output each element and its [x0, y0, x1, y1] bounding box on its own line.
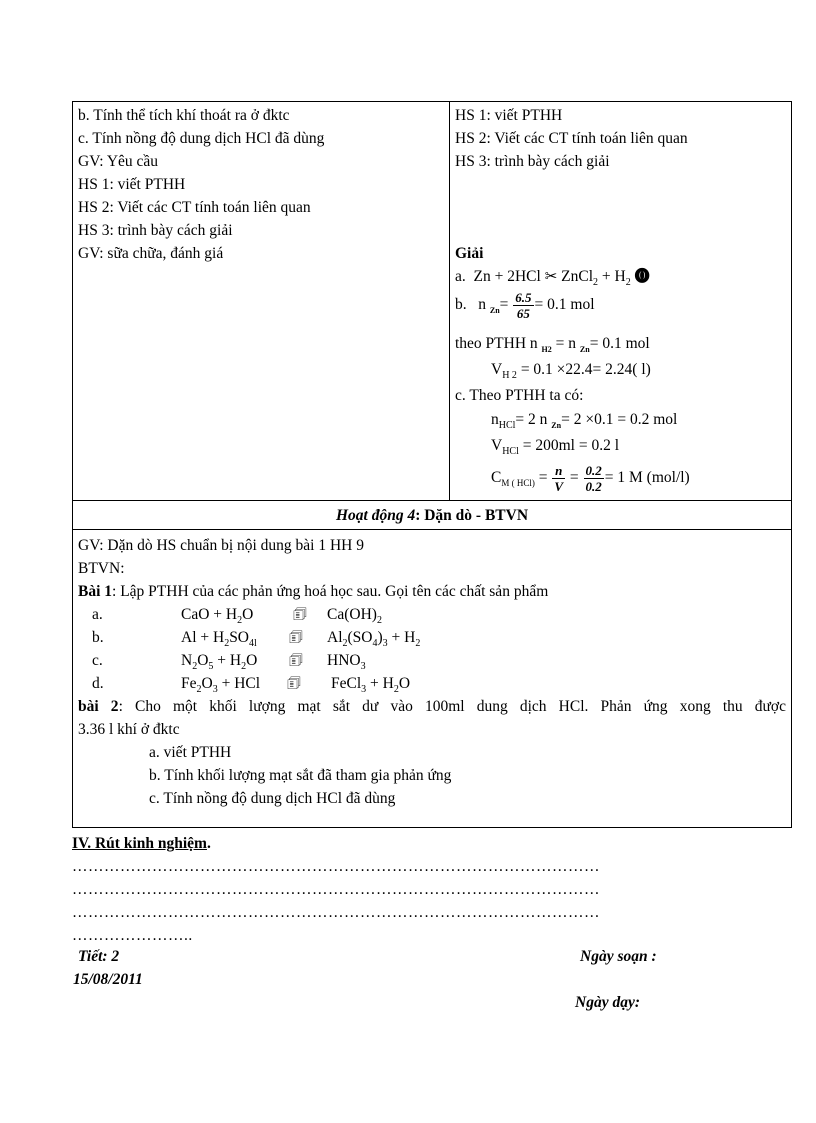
reaction-b-right-text: Al [327, 629, 343, 646]
solution-b-label: b. [455, 296, 467, 313]
dotted-line-1: ……………………………………………………………………………………… [72, 858, 600, 875]
reaction-c-right-sub: 3 [360, 661, 366, 672]
bai1-text: : Lập PTHH của các phản ứng hoá học sau. Gọi tên các chất sản phẩm [112, 583, 549, 600]
v-result: = 0.1 ×22.4= 2.24( l) [520, 361, 651, 378]
activity-title-rest: : Dặn dò - BTVN [415, 507, 529, 524]
reaction-c-right [327, 649, 366, 672]
vhcl-sub: HCl [502, 446, 519, 457]
homework-btvn: BTVN: [78, 560, 125, 577]
scissors-icon: ✂ [544, 267, 558, 285]
note-icon-b: 🗊 [289, 628, 303, 646]
footer-date: 15/08/2011 [73, 971, 143, 988]
right-line-2: HS 2: Viết các CT tính toán liên quan [455, 130, 688, 147]
theo-sub-h2: H2 [541, 345, 552, 354]
reaction-b-right-end3: + H [387, 629, 416, 646]
left-line-4: HS 1: viết PTHH [78, 176, 186, 193]
activity-title [73, 504, 791, 527]
reaction-b-right-sub4: 2 [415, 638, 421, 649]
reaction-b-right-sub3: 3 [382, 638, 388, 649]
cm-num1: n [552, 463, 565, 479]
section-title: IV. Rút kinh nghiệm [72, 835, 207, 852]
bai2-text1: : Cho một khối lượng mạt sắt dư vào 100ml dung dịch HCl. Phản ứng xong thu được [118, 698, 786, 715]
v-sub: H 2 [502, 370, 517, 381]
left-line-3: GV: Yêu cầu [78, 153, 159, 170]
activity-title-italic: Hoạt động 4 [335, 507, 416, 524]
reaction-b-left-sub2: 4l [249, 638, 257, 649]
footer-tiet: Tiết: 2 [78, 948, 120, 965]
solution-b-result: = 0.1 mol [534, 296, 595, 313]
reaction-b-left-sub: 2 [224, 638, 230, 649]
reaction-d-right-sub2: 2 [393, 684, 399, 695]
reaction-c-left-sub: 2 [192, 661, 198, 672]
reaction-c-left-sub3: 2 [241, 661, 247, 672]
reaction-a-label: a. [92, 606, 103, 623]
reaction-d-right-end: + H [366, 675, 394, 692]
solution-a-eq: Zn + 2HCl [473, 268, 541, 285]
nhcl-sub: HCl [498, 420, 516, 431]
cm-label: C [491, 469, 502, 486]
left-line-5: HS 2: Viết các CT tính toán liên quan [78, 199, 311, 216]
bai2-item-b: b. Tính khối lượng mạt sắt đã tham gia phản ứng [149, 767, 452, 784]
reaction-d-right-sub: 3 [361, 684, 367, 695]
reaction-c-left-end: O [197, 652, 209, 669]
bai2-item-c: c. Tính nồng độ dung dịch HCl đã dùng [149, 790, 396, 807]
row-divider-1 [73, 500, 791, 501]
note-icon-a: 🗊 [293, 605, 307, 623]
v-label: V [491, 361, 503, 378]
reaction-a-left [181, 603, 253, 626]
reaction-b-left-end: SO [229, 629, 250, 646]
section-title-period: . [206, 835, 211, 852]
reaction-c-left-end2: + H [213, 652, 242, 669]
reaction-d-right-end2: O [398, 675, 411, 692]
cm-fraction-2 [584, 463, 604, 494]
reaction-b-left-text: Al + H [181, 629, 225, 646]
right-line-1: HS 1: viết PTHH [455, 107, 563, 124]
reaction-c-left-sub2: 5 [208, 661, 214, 672]
reaction-d-left-end: O [201, 675, 213, 692]
dotted-line-4: ………………….. [72, 927, 193, 944]
reaction-a-right-text: Ca(OH) [327, 606, 377, 623]
theo-mid: = n [555, 335, 577, 352]
cm-sub: M ( HCl) [501, 478, 535, 488]
solution-a: a. Zn + 2HCl ✂ ZnCl$_2$ + $H_2$ ⓿ [455, 267, 650, 288]
bai2-label: bài 2 [78, 698, 119, 715]
reaction-d-left [181, 672, 260, 695]
theo-sub-zn: Zn [579, 345, 590, 354]
reaction-c-left [181, 649, 257, 672]
reaction-d-label: d. [92, 675, 104, 692]
solution-cm [491, 460, 690, 496]
theo-result: = 0.1 mol [589, 335, 650, 352]
reaction-a-left-sub: 2 [237, 615, 243, 626]
homework-bai2-line2: 3.36 l khí ở đktc [78, 721, 180, 738]
solution-b-n: n [478, 296, 486, 313]
reaction-b-right-end: (SO [347, 629, 373, 646]
reaction-c-label: c. [92, 652, 103, 669]
nhcl-sub-zn: Zn [551, 421, 562, 430]
right-line-3: HS 3: trình bày cách giải [455, 153, 610, 170]
left-line-2: c. Tính nồng độ dung dịch HCl đã dùng [78, 130, 325, 147]
dotted-line-3: ……………………………………………………………………………………… [72, 904, 600, 921]
homework-bai1 [78, 580, 548, 603]
reaction-d-left-text: Fe [181, 675, 197, 692]
cm-eq: = [538, 469, 548, 486]
lesson-table [72, 101, 792, 828]
reaction-a-left-end: O [242, 606, 254, 623]
nhcl-mid: = 2 n [515, 411, 548, 428]
left-line-1: b. Tính thể tích khí thoát ra ở đktc [78, 107, 290, 124]
nhcl-label: n [491, 411, 499, 428]
solution-a-product: ZnCl [561, 268, 594, 285]
solution-nhcl [491, 408, 677, 431]
cm-num2: 0.2 [585, 462, 602, 478]
reaction-b-right-sub2: 4 [372, 638, 378, 649]
reaction-b-label: b. [92, 629, 104, 646]
left-line-6: HS 3: trình bày cách giải [78, 222, 233, 239]
solution-a-label: a. [455, 268, 466, 285]
reaction-a-right-sub: 2 [376, 615, 382, 626]
reaction-b-right [327, 626, 420, 649]
reaction-d-left-sub2: 3 [212, 684, 218, 695]
left-line-7: GV: sữa chữa, đánh giá [78, 245, 224, 262]
cm-den2: 0.2 [585, 478, 602, 494]
bai1-label: Bài 1 [78, 583, 113, 600]
reaction-d-right [331, 672, 410, 695]
reaction-a-left-text: CaO + H [181, 606, 238, 623]
gas-circle-icon: ⓿ [634, 267, 650, 285]
section-rut-kinh-nghiem [72, 832, 211, 855]
row-divider-2 [73, 529, 791, 530]
solution-b-den: 65 [516, 305, 530, 321]
bai2-item-a: a. viết PTHH [149, 744, 232, 761]
solution-a-h: + H [601, 268, 626, 285]
cm-result: = 1 M (mol/l) [604, 469, 690, 486]
reaction-d-right-text: FeCl [331, 675, 362, 692]
reaction-a-right [327, 603, 382, 626]
reaction-d-left-end2: + HCl [217, 675, 261, 692]
reaction-c-left-end3: O [246, 652, 258, 669]
solution-title: Giải [455, 245, 484, 262]
solution-c: c. Theo PTHH ta có: [455, 387, 584, 404]
solution-b-num: 6.5 [515, 289, 532, 305]
vhcl-result: = 200ml = 0.2 l [522, 437, 620, 454]
reaction-b-right-end2: ) [377, 629, 383, 646]
note-icon-c: 🗊 [289, 651, 303, 669]
homework-gv: GV: Dặn dò HS chuẩn bị nội dung bài 1 HH 9 [78, 537, 365, 554]
dotted-line-2: ……………………………………………………………………………………… [72, 881, 600, 898]
reaction-c-right-text: HNO [327, 652, 361, 669]
solution-vhcl [491, 434, 619, 457]
footer-ngay-day: Ngày dạy: [575, 994, 640, 1011]
column-divider [449, 102, 450, 500]
reaction-c-left-text: N [181, 652, 193, 669]
vhcl-label: V [491, 437, 503, 454]
theo-text: theo PTHH n [455, 335, 538, 352]
solution-b-fraction [513, 290, 533, 321]
nhcl-result: = 2 ×0.1 = 0.2 mol [561, 411, 678, 428]
reaction-d-left-sub: 2 [196, 684, 202, 695]
solution-b-sub: Zn [489, 306, 500, 315]
cm-den1: V [554, 478, 564, 494]
solution-theo [455, 332, 650, 355]
reaction-b-left [181, 626, 257, 649]
cm-fraction-1 [552, 463, 565, 494]
note-icon-d: 🗊 [287, 674, 301, 692]
cm-eq2: = [569, 469, 579, 486]
footer-ngay-soan: Ngày soạn : [580, 948, 657, 965]
solution-b: b. n $_{Zn}$= $\frac{6.5}{65}$ = 0.1 mol [455, 289, 595, 321]
reaction-b-right-sub: 2 [342, 638, 348, 649]
homework-bai2 [78, 695, 786, 718]
solution-v [491, 358, 651, 381]
